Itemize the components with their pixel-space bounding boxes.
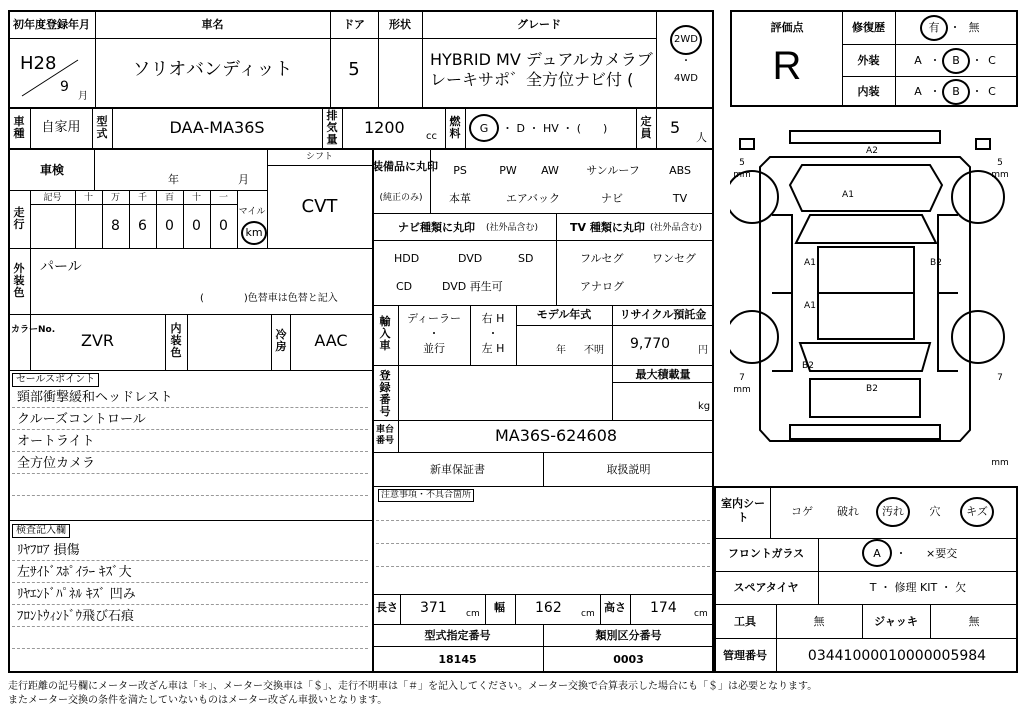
rating-value: R [772,44,802,88]
mark-a1-left-front: A1 [804,258,816,268]
hood-shape [790,165,942,211]
exterior-dot2: ・ [971,54,983,67]
grade-label: グレード [517,18,561,31]
model-year-unknown: 不明 [584,345,604,356]
windshield-dot: ・ [895,547,907,560]
navi-dvd-play: DVD 再生可 [442,280,503,293]
exterior-b: B [952,54,960,67]
inspection-month-unit: 月 [238,173,249,186]
interior-dot2: ・ [971,85,983,98]
class-no-label: 類別区分番号 [595,629,662,642]
exterior-c: C [988,54,996,67]
car-damage-diagram [730,125,1020,480]
shift-value: CVT [301,196,338,217]
digit-label-100k: 十 [83,193,93,203]
digit-1k: 6 [138,218,147,234]
capacity-label: 定員 [640,115,652,140]
tire-unit-fr: mm [991,170,1009,180]
length-unit: cm [466,609,480,619]
recycle-unit: 円 [698,345,708,356]
equip-navi: ナビ [601,192,623,205]
sales-item-4: 全方位カメラ [17,456,96,471]
width-unit: cm [581,609,595,619]
rear-bumper-shape [790,425,940,439]
height-label: 高さ [604,601,626,614]
tv-label: TV 種類に丸印 [570,221,645,234]
tv-sub: (社外品含む) [650,223,703,233]
mile-label: マイル [238,207,266,217]
digit-100: 0 [165,218,174,234]
model-label: 型式 [96,115,108,140]
capacity-value: 5 [670,118,681,137]
jack-label: ジャッキ [874,615,918,628]
check-item-2: 左ｻｲﾄﾞｽﾎﾟｲﾗｰ ｷｽﾞ大 [17,565,132,580]
color-label: 外装色 [13,262,25,299]
class-no-value: 0003 [613,653,644,666]
navi-label: ナビ種類に丸印 [398,221,475,234]
jack-value: 無 [968,615,980,628]
rear-right-tire [952,311,1004,363]
tire-unit-rr: mm [991,458,1009,468]
check-item-4: ﾌﾛﾝﾄｳｨﾝﾄﾞｳ飛び石痕 [17,609,135,624]
navi-dvd: DVD [458,252,483,265]
warranty-label: 新車保証書 [430,463,485,476]
sales-item-3: オートライト [17,434,95,449]
first-reg-month-unit: 月 [78,91,88,102]
fuel-label: 燃料 [449,115,461,140]
rear-glass-shape [800,343,930,371]
import-label: 輸入車 [379,315,391,352]
interior-seat-label: 室内シート [721,497,765,524]
equip-leather: 本革 [449,192,471,205]
tire-unit-rl: mm [733,385,751,395]
rear-hatch-shape [810,379,920,417]
recycle-value: 9,770 [630,336,671,352]
seat-hole: 穴 [929,505,941,518]
tv-analog: アナログ [580,280,624,293]
interior-label: 内装 [857,85,880,98]
import-dot1: ・ [428,327,440,340]
use-value: 自家用 [41,120,81,135]
color-no-label: カラーNo. [11,325,56,335]
displacement-value: 1200 [364,118,405,137]
interior-dot1: ・ [929,85,941,98]
footer-line2: またメーター交換の条件を満たしていないものはメーター改ざん車扱いとなります。 [8,695,388,706]
footer-line1: 走行距離の記号欄にメーター改ざん車は「＊」、メーター交換車は「＄」、走行不明車は「＃」を記入してください。メーター交換で合算表示した場合にも「＄」は必要となります。 [8,681,818,692]
interior-a: A [914,85,922,98]
mark-b2-right: B2 [930,258,942,268]
equipment-label: 装備品に丸印 [372,160,438,173]
fuel-options: ・ D ・ HV ・ ( ) [502,122,608,135]
exterior-dot1: ・ [929,54,941,67]
height-unit: cm [694,609,708,619]
exterior-label: 外装 [857,54,880,67]
first-reg-month: 9 [60,79,69,95]
digit-label-symbol: 記号 [43,193,62,203]
mark-b2-left-rear: B2 [802,361,814,371]
rating-label: 評価点 [770,21,804,34]
repair-no: 無 [968,21,980,34]
displacement-label: 排気量 [326,109,338,146]
digit-10k: 8 [111,218,120,234]
check-item-3: ﾘﾔｴﾝﾄﾞﾊﾟﾈﾙ ｷｽﾞ 凹み [17,587,136,602]
sales-item-2: クルーズコントロール [17,412,146,427]
header-divider [8,38,656,39]
mgmt-value: 03441000010000005984 [807,648,987,664]
equip-abs: ABS [669,164,691,177]
mgmt-label: 管理番号 [723,649,767,662]
equip-aw: AW [541,164,559,177]
spare-tire-label: スペアタイヤ [733,581,799,594]
import-right: 右 H [481,312,505,325]
import-left: 左 H [481,342,505,355]
windshield-replace: ×要交 [926,547,958,560]
mileage-label: 走行 [13,206,25,231]
tire-label-fr: 5 [997,158,1003,168]
seat-scratch: キズ [966,505,988,518]
chassis-value: MA36S-624608 [494,426,618,445]
height-value: 174 [650,600,677,616]
max-load-unit: kg [698,401,711,412]
color-no-value: ZVR [80,331,115,350]
door-value: 5 [348,59,360,80]
first-reg-label: 初年度登録年月 [13,18,90,31]
manual-label: 取扱説明 [606,463,651,476]
tools-value: 無 [813,615,825,628]
interior-c: C [988,85,996,98]
digit-1: 0 [219,218,228,234]
type-no-value: 18145 [438,653,477,666]
left-mirror [740,139,754,149]
equipment-sub: (純正のみ) [379,193,423,203]
navi-sub: (社外品含む) [486,223,539,233]
tools-label: 工具 [734,615,756,628]
km-label: km [245,226,263,239]
type-no-label: 型式指定番号 [424,629,491,642]
repair-dot: ・ [949,21,961,34]
repair-yes: 有 [928,21,940,34]
digit-label-10k: 万 [110,193,120,203]
color-value: パール [40,259,82,275]
tv-fullseg: フルセグ [580,252,624,265]
width-value: 162 [535,600,562,616]
tire-unit-fl: mm [733,170,751,180]
equip-tv: TV [672,192,688,205]
digit-label-100: 百 [164,193,174,203]
equip-sunroof: サンルーフ [586,164,640,177]
model-year-label: モデル年式 [536,308,592,321]
navi-hdd: HDD [394,252,420,265]
color-note: ( )色替車は色替と記入 [200,293,338,304]
equip-airbag: エアバック [505,192,561,205]
right-mirror [976,139,990,149]
model-value: DAA-MA36S [169,118,265,137]
windshield-a: A [873,547,881,560]
import-dealer: ディーラー [406,312,462,325]
digit-10: 0 [192,218,201,234]
check-label: 検査記入欄 [12,524,70,538]
rear-left-tire [730,311,778,363]
mark-b2-hatch: B2 [866,384,878,394]
ac-value: AAC [314,331,348,350]
navi-cd: CD [396,280,413,293]
cautions-label: 注意事項・不具合箇所 [378,489,474,502]
inspection-year-unit: 年 [168,173,179,186]
tire-label-fl: 5 [739,158,745,168]
seat-stain: 汚れ [882,505,904,518]
length-label: 長さ [376,601,398,614]
tv-oneseg: ワンセグ [652,252,696,265]
sales-label: セールスポイント [12,373,99,387]
interior-color-label: 内装色 [170,322,182,359]
ac-label: 冷房 [275,328,287,353]
grade-line2: レーキサポ゛全方位ナビ付 ( [430,70,634,89]
windshield-label: フロントガラス [727,547,805,560]
digit-label-1: 一 [218,193,228,203]
first-reg-year: H28 [20,53,57,74]
mark-a1-left-rear: A1 [804,301,816,311]
equip-ps: PS [453,164,467,177]
shift-label: シフト [305,152,333,162]
capacity-unit: 人 [696,131,707,144]
drive-4wd: 4WD [674,73,698,84]
interior-b: B [952,85,960,98]
repair-label: 修復歴 [852,21,885,34]
equip-pw: PW [499,164,517,177]
front-bumper-shape [790,131,940,143]
seat-burn: コゲ [791,505,813,518]
seat-tear: 破れ [837,505,859,518]
recycle-label: リサイクル預託金 [619,308,707,321]
drive-2wd: 2WD [674,34,698,45]
navi-sd: SD [518,252,534,265]
digit-label-1k: 千 [137,193,147,203]
shape-label: 形状 [389,18,411,31]
max-load-label: 最大積載量 [635,368,691,381]
check-item-1: ﾘﾔﾌﾛｱ 損傷 [17,543,80,558]
model-year-unit: 年 [556,345,566,356]
car-name: ソリオバンディット [132,59,293,80]
width-label: 幅 [494,601,505,614]
door-label: ドア [343,18,365,31]
digit-label-10: 十 [191,193,201,203]
sales-item-1: 頸部衝撃緩和ヘッドレスト [17,390,173,405]
tire-label-rr: 7 [997,373,1003,383]
import-parallel: 並行 [423,342,445,355]
car-name-label: 車名 [201,18,224,31]
length-value: 371 [420,600,447,616]
use-label: 車種 [13,115,25,140]
tire-label-rl: 7 [739,373,745,383]
displacement-unit: cc [426,131,437,142]
header-bottom [8,107,714,109]
import-dot2: ・ [487,327,499,340]
mark-a1-hood: A1 [842,190,854,200]
inspection-label: 車検 [40,163,65,177]
spare-tire-value: T ・ 修理 KIT ・ 欠 [869,581,967,594]
exterior-a: A [914,54,922,67]
drive-dot: ・ [681,56,691,67]
fuel-g: G [479,122,489,135]
mark-a2: A2 [866,146,878,156]
registration-label: 登録番号 [379,369,391,418]
chassis-label: 車台番号 [376,425,395,446]
grade-line1: HYBRID MV デュアルカメラブ [430,50,653,69]
windshield-shape [796,215,936,243]
